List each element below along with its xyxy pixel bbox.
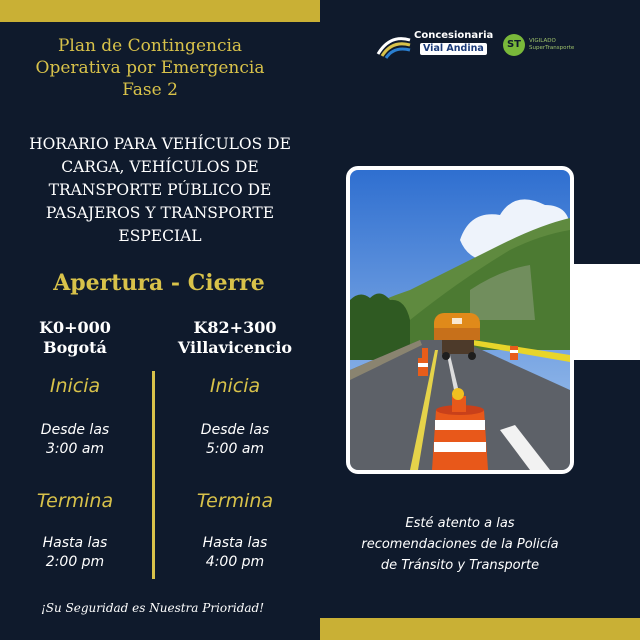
top-gold-bar	[0, 0, 320, 22]
plan-title-line-3: Fase 2	[122, 80, 178, 100]
horario-line-4: PASAJEROS Y TRANSPORTE	[45, 204, 275, 222]
bogota-end-line-1: Hasta las	[42, 535, 108, 551]
horario-line-3: TRANSPORTE PÚBLICO DE	[48, 181, 272, 199]
bottom-gold-bar	[320, 618, 640, 640]
st-initials: ST	[503, 34, 525, 56]
villavicencio-start-line-1: Desde las	[200, 422, 270, 438]
villavicencio-km: K82+300	[193, 318, 277, 337]
villavicencio-end-line-1: Hasta las	[202, 535, 268, 551]
vial-andina-name: Vial Andina	[420, 43, 487, 55]
safety-slogan: ¡Su Seguridad es Nuestra Prioridad!	[40, 601, 265, 615]
bogota-inicia-label: Inicia	[49, 375, 101, 397]
vigilado-label: VIGILADO	[529, 38, 556, 44]
bogota-city: Bogotá	[43, 338, 107, 357]
police-notice	[320, 513, 600, 576]
notice-line-2: recomendaciones de la Policía	[361, 537, 559, 552]
bogota-end-time: 2:00 pm	[45, 554, 105, 570]
bogota-column	[0, 318, 155, 570]
apertura-cierre-heading: Apertura - Cierre	[53, 270, 265, 296]
horario-line-1: HORARIO PARA VEHÍCULOS DE	[29, 135, 291, 153]
decorative-white-block	[574, 264, 640, 360]
plan-title-line-1: Plan de Contingencia	[57, 36, 243, 56]
villavicencio-start-time: 5:00 am	[205, 441, 265, 457]
road-scene-illustration	[350, 170, 570, 470]
notice-line-3: de Tránsito y Transporte	[380, 558, 540, 573]
villavicencio-termina-label: Termina	[196, 490, 274, 512]
bogota-start-line-1: Desde las	[40, 422, 110, 438]
road-photo	[346, 166, 574, 474]
villavicencio-column	[155, 318, 315, 570]
horario-line-2: CARGA, VEHÍCULOS DE	[61, 158, 259, 176]
horario-line-5: ESPECIAL	[118, 227, 202, 245]
horario-heading	[10, 133, 310, 248]
villavicencio-city: Villavicencio	[177, 338, 293, 357]
concesionaria-vial-andina-logo	[376, 30, 492, 60]
plan-title-line-2: Operativa por Emergencia	[35, 58, 265, 78]
road-swoosh-icon	[376, 32, 412, 60]
villavicencio-inicia-label: Inicia	[209, 375, 261, 397]
bogota-termina-label: Termina	[36, 490, 114, 512]
concesionaria-name: Concesionaria	[414, 30, 494, 41]
bogota-km: K0+000	[39, 318, 111, 337]
bogota-start-time: 3:00 am	[45, 441, 105, 457]
plan-title	[0, 35, 300, 101]
supertransporte-label: SuperTransporte	[529, 45, 575, 51]
villavicencio-end-time: 4:00 pm	[205, 554, 265, 570]
notice-line-1: Esté atento a las	[405, 516, 515, 531]
